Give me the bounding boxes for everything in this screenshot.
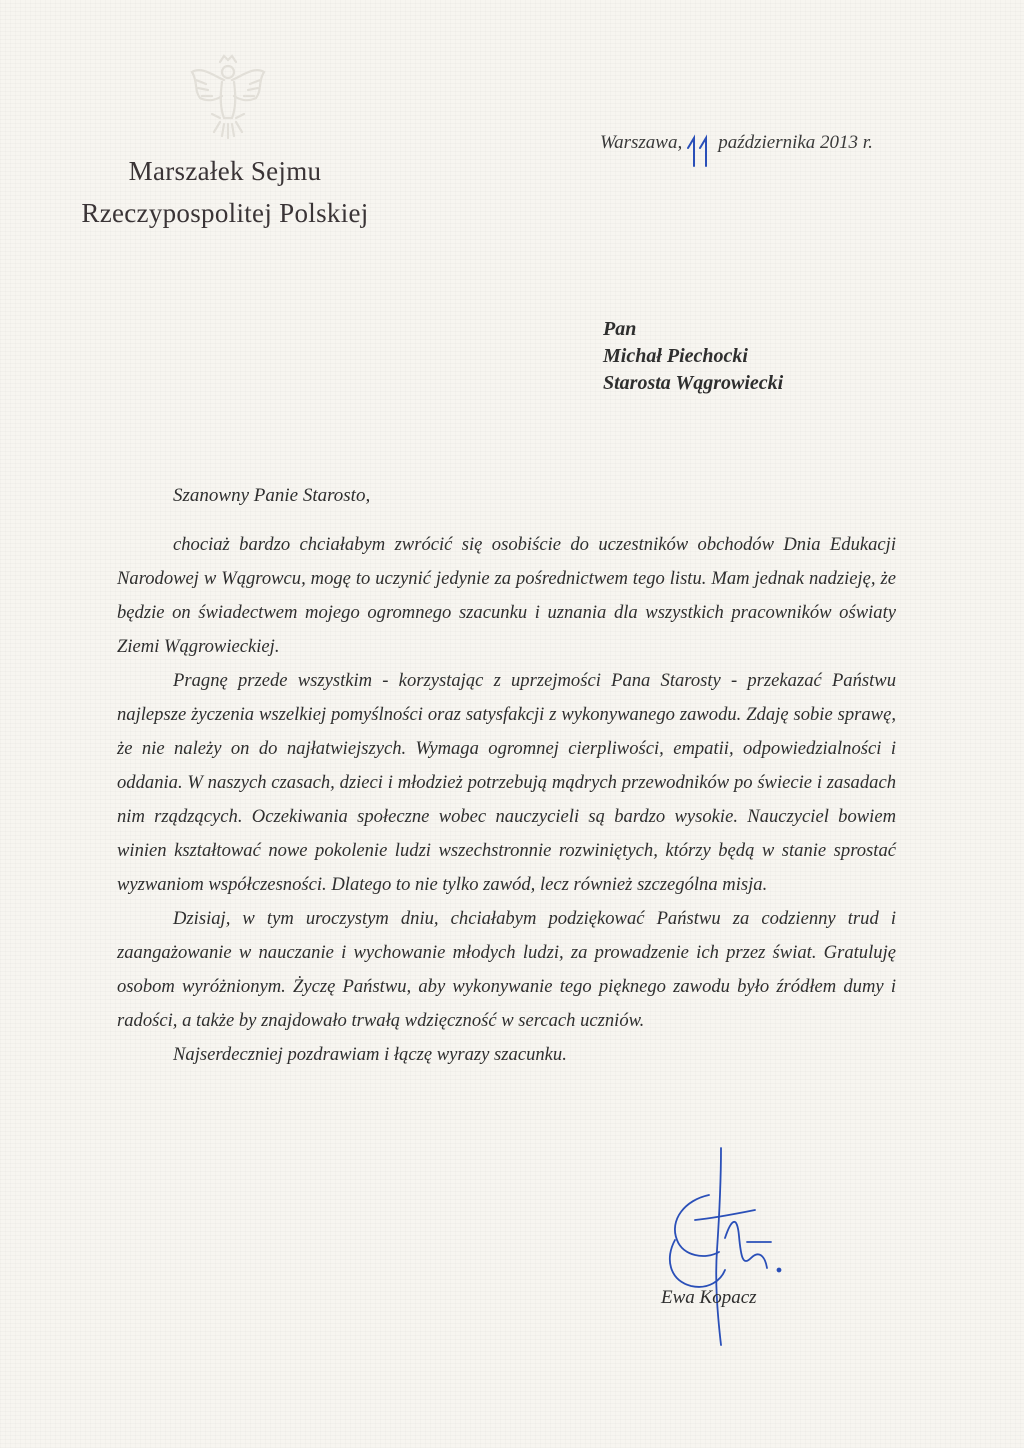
recipient-title: Pan [603, 318, 637, 340]
date-line [600, 132, 873, 154]
letterhead-line-2: Rzeczypospolitej Polskiej [81, 198, 369, 228]
eagle-emblem-icon [184, 52, 272, 148]
paragraph: Dzisiaj, w tym uroczystym dniu, chciałabym podziękować Państwu za codzienny trud i zaangażowanie w nauczanie i wychowanie młodych ludzi, za prowadzenie ich przez świat. Gratuluję osobom wyróżnionym. Życzę Państwu, aby wykonywanie tego pięknego zawodu było źródłem dumy i radości, a także by znajdowało trwałą wdzięczność w sercach uczniów. [117, 908, 896, 1031]
letterhead [60, 150, 390, 234]
handwritten-signature-icon [655, 1140, 795, 1350]
date-place: Warszawa, [600, 132, 683, 153]
letterhead-line-1: Marszałek Sejmu [128, 156, 322, 186]
handwritten-day-icon [682, 118, 718, 168]
date-rest: października 2013 r. [718, 132, 873, 153]
salutation: Szanowny Panie Starosto, [173, 485, 371, 506]
paragraph: Najserdeczniej pozdrawiam i łączę wyrazy szacunku. [173, 1044, 567, 1065]
paragraph: Pragnę przede wszystkim - korzystając z uprzejmości Pana Starosty - przekazać Państwu najlepsze życzenia wszelkiej pomyślności oraz satysfakcji z wykonywanego zawodu. Zdaję sobie sprawę, że nie należy on do najłatwiejszych. Wymaga ogromnej cierpliwości, empatii, odpowiedzialności i oddania. W naszych czasach, dzieci i młodzież potrzebują mądrych przewodników po świecie i zasadach nim rządzących. Oczekiwania społeczne wobec nauczycieli są bardzo wysokie. Nauczyciel bowiem winien kształtować nowe pokolenie ludzi wszechstronnie rozwiniętych, którzy będą w stanie sprostać wyzwaniom współczesności. Dlatego to nie tylko zawód, lecz również szczególna misja. [117, 670, 896, 895]
paragraph: chociaż bardzo chciałabym zwrócić się osobiście do uczestników obchodów Dnia Edukacji Narodowej w Wągrowcu, mogę to uczynić jedynie za pośrednictwem tego listu. Mam jednak nadzieję, że będzie on świadectwem mojego ogromnego szacunku i uznania dla wszystkich pracowników oświaty Ziemi Wągrowieckiej. [117, 534, 896, 657]
signatory-name: Ewa Kopacz [661, 1287, 757, 1308]
recipient-block [603, 316, 783, 397]
recipient-position: Starosta Wągrowiecki [603, 372, 784, 394]
recipient-name: Michał Piechocki [603, 345, 748, 367]
letter-body [117, 528, 896, 1072]
